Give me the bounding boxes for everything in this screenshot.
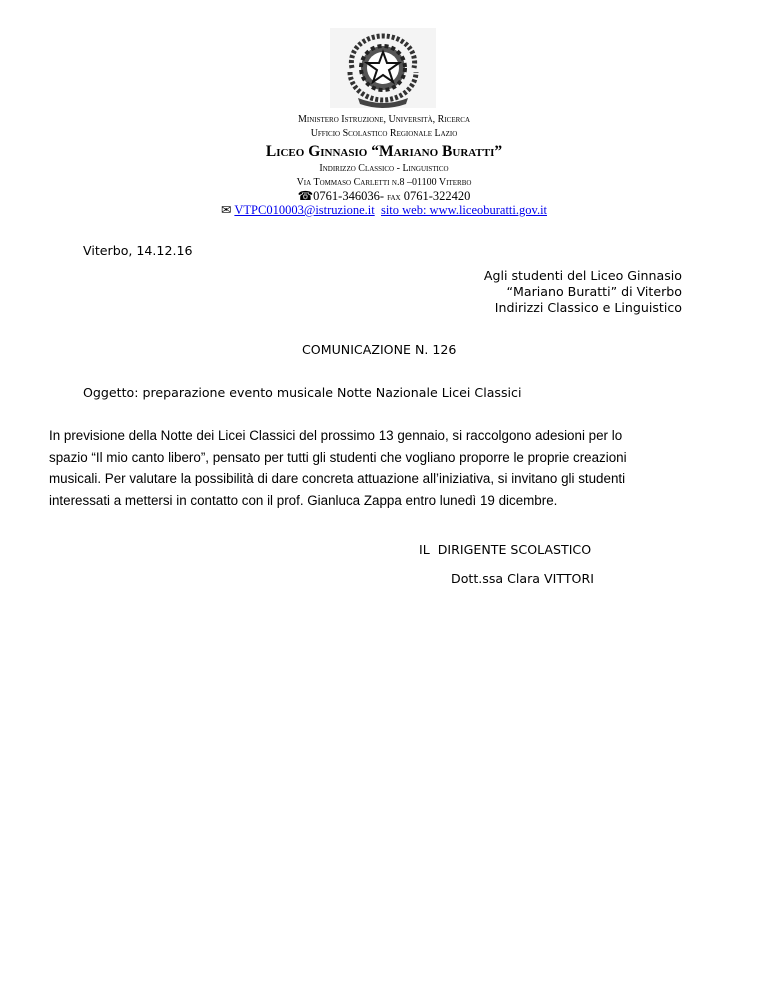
contact-line — [0, 203, 768, 217]
email-link[interactable]: VTPC010003@istruzione.it — [234, 203, 375, 217]
body-line: musicali. Per valutare la possibilità di dare concreta attuazione all’iniziativa, si invitano gli studenti — [49, 471, 626, 486]
address-type-line: Indirizzo Classico - Linguistico — [319, 163, 449, 174]
italian-republic-emblem-icon — [330, 28, 436, 108]
body-line: interessati a mettersi in contatto con il prof. Gianluca Zappa entro lunedì 19 dicembre. — [49, 492, 558, 508]
phone-number: 0761-346036- — [313, 189, 384, 203]
body-line: In previsione della Notte dei Licei Classici del prossimo 13 gennaio, si raccolgono adesioni per lo — [49, 428, 623, 443]
recipient-line: Agli studenti del Liceo Ginnasio — [483, 268, 682, 283]
website-link[interactable]: sito web: www.liceoburatti.gov.it — [380, 203, 548, 217]
fax-label: fax — [387, 192, 401, 203]
fax-number: 0761-322420 — [403, 189, 471, 203]
recipient-line: Indirizzi Classico e Linguistico — [494, 300, 682, 315]
phone-icon: ☎ — [297, 189, 314, 203]
signature-name: Dott.ssa Clara VITTORI — [451, 571, 594, 586]
subject-line: Oggetto: preparazione evento musicale Notte Nazionale Licei Classici — [83, 385, 522, 400]
recipient-line: “Mariano Buratti” di Viterbo — [506, 284, 682, 299]
office-line: Ufficio Scolastico Regionale Lazio — [310, 128, 458, 139]
street-address-line: Via Tommaso Carletti n.8 –01100 Viterbo — [296, 177, 472, 188]
signature-title: IL DIRIGENTE SCOLASTICO — [419, 542, 592, 557]
body-line: spazio “Il mio canto libero”, pensato per tutti gli studenti che vogliano proporre le proprie creazioni — [49, 449, 627, 465]
recipient-block — [484, 268, 682, 316]
envelope-icon: ✉ — [220, 203, 232, 217]
communication-number: COMUNICAZIONE N. 126 — [302, 342, 457, 357]
school-name: Liceo Ginnasio “Mariano Buratti” — [265, 143, 503, 160]
place-date: Viterbo, 14.12.16 — [83, 243, 193, 258]
body-paragraph — [49, 425, 729, 511]
ministry-line: Ministero Istruzione, Università, Ricerca — [298, 114, 470, 125]
